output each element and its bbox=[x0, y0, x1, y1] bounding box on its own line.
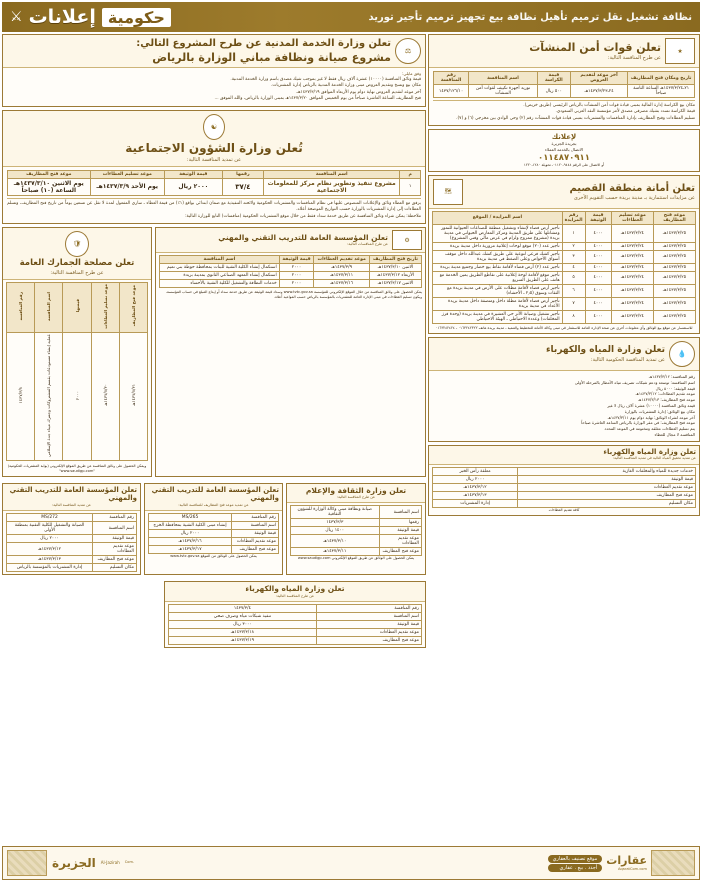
col-value: قيمتها bbox=[74, 299, 80, 313]
facility-security-table bbox=[433, 71, 695, 98]
cell: ١٤٣٧/٣/١٣هـ bbox=[7, 556, 93, 564]
item: رقم المنافسة: ١٤٣٧/٣/١٢هـ bbox=[648, 373, 695, 379]
cell: ١٤٠٠ ريال bbox=[291, 527, 380, 535]
table-row bbox=[433, 242, 696, 250]
cell: تأجير أرض فضاء لأقامة مظلة داخل ومتصفة داخل مدينة بريدة الأعداد في مدينة بريدة bbox=[433, 297, 563, 310]
cell: الاثنين ١٤٣٧/٣/١٧هـ bbox=[369, 280, 421, 288]
facility-note-1: مكان بيع الكراسة إدارة المالية بمبنى قيادة قوات أمن المنشآت بالرياض الرئيسي (طريق خريص). bbox=[523, 103, 695, 108]
civil-service-logo-icon: ⚖ bbox=[395, 38, 421, 64]
cell-name: توريد أجهزة تكييف لقوات أمن المنشآت bbox=[469, 85, 538, 98]
cell: ٨ bbox=[562, 310, 585, 323]
water-electricity-ad bbox=[428, 337, 700, 442]
cell: ٢ bbox=[562, 242, 585, 250]
facility-note-3: تسليم العطاءات وفتح المظاريف بإدارة المنافسات والمشتريات بمبنى قيادة قوات المنشآت رقم (٢) وحي الوادي بين مخرجي (٦) و (٧). bbox=[456, 115, 695, 121]
cell: تأجير عدد (٢٠) موقع لوحات إعلانية مرورية داخل مدينة بريدة bbox=[433, 242, 563, 250]
jazirah-logo[interactable]: الجزيرة bbox=[52, 856, 96, 870]
cell: ٥ bbox=[562, 271, 585, 284]
table-row bbox=[160, 264, 422, 272]
cell: تأجير كشك فرعي لتوعية على طريق كشك عبدالله داخل موقف أسواق الأحواض وعلى الضغط في مدينة بريدة bbox=[433, 250, 563, 263]
tvtc-table bbox=[159, 255, 422, 288]
water-electricity-subtitle: عن تمديد المنافسة الحكومية التالية: bbox=[590, 356, 665, 363]
social-note-1: يرفق مع العطاء وثائق والإعلانات المنصوص عليها في نظام المنافسات والمشتريات الحكومية ولائحته التنفيذية مع ضمان ابتدائي بواقع (١٪) من قيمة العطاء ـ ساري المفعول لمدة لا تقل عن تسعين يوماً من تاريخ فتح المظاريف، وتسلم العطاءات إلى إدارة المشتريات بالوزارة حسب التواريخ الموضحة أعلاه. bbox=[7, 200, 421, 213]
cell: ١٤٣٧/٣/٢٥هـ bbox=[653, 242, 695, 250]
mid-row bbox=[2, 227, 426, 480]
col-name: اسم المنافسة bbox=[46, 291, 52, 321]
table-row bbox=[433, 467, 696, 475]
page-banner bbox=[2, 2, 700, 32]
cell: ٢٠٠٠ ريال bbox=[433, 475, 518, 483]
table-row bbox=[433, 483, 696, 491]
col-number: رقمها bbox=[222, 170, 263, 178]
culture-info-table bbox=[290, 505, 422, 556]
banner-gov-label: حكومية bbox=[102, 8, 171, 27]
tvtc-extend-2-ad bbox=[144, 483, 283, 576]
cell: موعد تقديم العطاءات bbox=[93, 543, 137, 556]
cell: ١٤٣٧/٣/١٨هـ bbox=[169, 628, 317, 636]
qassim-footer: للاستفسار عن موقع بيع الوثائق وأي معلومات أخرى عن صحة الإدارة العامة للاستثمار في مبنى وكالة الأمانة للتخطيط والتنمية ـ مدينة بريدة هاتف ٠١٦٣٢٤٢٣٢٢ ـ ٠١٦٣٢٤٢٤٢٤ bbox=[435, 325, 693, 330]
item: مكان بيع الوثائق: إدارة المشتريات بالوزارة bbox=[624, 408, 695, 414]
aqarat-logo[interactable]: عقارات bbox=[606, 853, 647, 867]
cell: ١٤٣٧/٣/١٣هـ bbox=[433, 491, 518, 499]
civil-service-ad bbox=[2, 34, 426, 107]
tvtc-extend-1-title: تعلن المؤسسة العامة للتدريب التقني والمهني bbox=[9, 485, 137, 503]
item: قيمة الوثيقة: ٥٠٠٠ ريال bbox=[655, 385, 695, 391]
col-no: رقم المزايدة bbox=[562, 211, 585, 224]
water-extend2-subtitle: عن تمديد تحقيق المياه التالية في تمديد المنافسة التالية: bbox=[612, 456, 696, 461]
cell: ١٤٣٧/٣/٢٤هـ bbox=[611, 263, 653, 271]
item: قيمة وثائق المنافسة (١٠٠٠٠) عشرة آلاف ريال لا غير bbox=[607, 402, 695, 408]
table-row bbox=[160, 272, 422, 280]
cell: ١٤٣٧/٣/٢٤هـ bbox=[611, 242, 653, 250]
customs-ad bbox=[2, 227, 152, 477]
cell-deadline: ٢٤ـ١٤٣٧/٣/٢٣هـ bbox=[570, 85, 627, 98]
cell: تأجير موقع لأقامة لوحة إعلانية على تقاطع الطريق يمين الخدمة مع هاتف على الطريق السريع bbox=[433, 271, 563, 284]
cell: ٤٠٠٠ bbox=[585, 310, 611, 323]
cell: ٤٠٠٠ bbox=[585, 297, 611, 310]
water-extend-subtitle: عن طرح المنافسة التالية: bbox=[275, 593, 315, 598]
table-row bbox=[291, 506, 422, 519]
cell: ١٤٣٧/٨/٣٠هـ bbox=[102, 384, 108, 407]
right-column bbox=[428, 34, 700, 519]
customs-footer: ويمكن الحصول على وثائق المنافسة عن طريق الموقع الإلكتروني (بوابة المشتريات الحكومية) "www.saudigp.com" bbox=[7, 463, 147, 473]
cell: ١٤٣٧/٣/٢٤هـ bbox=[611, 310, 653, 323]
cell: موعد تقديم العطاءات bbox=[316, 628, 421, 636]
tvtc-extend-2-note[interactable]: يمكن الحصول على الوثائق من الموقع www.tvtc.gov.sa bbox=[170, 554, 257, 559]
cell: استكمال إنشاء المعهد الصناعي الثانوي بمدينة بريدة bbox=[160, 272, 280, 280]
table-row bbox=[433, 491, 696, 499]
ads-contact-line1: بجريدة الجزيرة bbox=[551, 141, 577, 147]
table-row bbox=[169, 620, 422, 628]
table-row bbox=[169, 604, 422, 612]
saudi-emblem-icon: ⚔ bbox=[10, 9, 23, 25]
facility-security-ad bbox=[428, 34, 700, 126]
culture-info-ad bbox=[286, 483, 426, 576]
qassim-logo-icon: 🗺 bbox=[433, 179, 463, 205]
cell: قيمة الوثيقة bbox=[232, 530, 279, 538]
cell: قيمة الوثيقة bbox=[93, 535, 137, 543]
water-extend-table bbox=[168, 604, 422, 645]
table-row bbox=[149, 514, 279, 522]
col-deadline: آخر موعد لتقديم العروض bbox=[570, 72, 627, 85]
cell: تأجير أرض فضاء لإنشاء وتشغيل منطقة للصناعات الحيوانية للنمور ومشاتلها على طريق المدينة ومركز المعارض الحيواني في مدينة بريدة (مشروع ممزوج ولزام في عرض مالي وفني المشروع) bbox=[433, 224, 563, 242]
customs-logo-icon: 🛡 bbox=[65, 231, 89, 257]
cell: ١٤٣٧/٣/٢٤هـ bbox=[611, 284, 653, 297]
cell: صيانة ونظافة مبنى وكالة الوزارة للشؤون الثقافية bbox=[291, 506, 380, 519]
cell: عملية إنشاء مستودعات بقسم المشتروكات وجمرك ميناء جدة الإسلامي bbox=[46, 333, 52, 457]
cell: موعد فتح المظاريف bbox=[518, 491, 696, 499]
ads-contact-line2: الاتصال بالخدمة العملاء bbox=[544, 147, 583, 153]
cell: قيمة الوثيقة bbox=[379, 527, 421, 535]
footer-pill-1: موقع تصنيف بالعقاري bbox=[548, 855, 603, 863]
culture-info-title: تعلن وزارة الثقافة والإعلام bbox=[305, 485, 407, 495]
social-affairs-ad bbox=[2, 110, 426, 224]
item: موعد تقديم العطاءات: ١٤٣٧/٣/١٢هـ bbox=[635, 391, 695, 397]
ads-contact-box[interactable] bbox=[428, 129, 700, 172]
tvtc-extend-2-table bbox=[148, 513, 279, 554]
tvtc-title: تعلن المؤسسة العامة للتدريب التقني والمهني bbox=[218, 232, 388, 242]
civil-condition-3: آخر موعد لتقديم العروض نهاية دوام يوم الأربعاء الموافق ١٤٣٧/٣/١٩هـ. bbox=[295, 89, 421, 95]
water-extend-title: تعلن وزارة المياه والكهرباء bbox=[245, 584, 345, 594]
cell: رقم المنافسة bbox=[316, 604, 421, 612]
cell: موعد تقديم العطاءات bbox=[379, 535, 421, 548]
footer-image-right bbox=[7, 850, 47, 876]
col-open: موعد فتح المظاريف bbox=[8, 170, 91, 178]
col-deliver: موعد تسليم العطاءات bbox=[90, 170, 164, 178]
cell: MS/265 bbox=[149, 514, 232, 522]
table-row bbox=[433, 475, 696, 483]
table-row bbox=[8, 178, 421, 195]
table-row bbox=[149, 538, 279, 546]
table-row bbox=[169, 636, 422, 644]
cell: ١٤٣٧/٣/٢٤هـ bbox=[611, 224, 653, 242]
cell: ٧ bbox=[562, 297, 585, 310]
table-row bbox=[7, 514, 137, 522]
cell: ١٤٣٧/٣/٤ bbox=[169, 604, 317, 612]
cell-open-date: ٢١ـ١٤٣٧/٣/٢٤هـ الساعة الثامنة صباحاً bbox=[628, 85, 695, 98]
cell: رقمها bbox=[379, 519, 421, 527]
tvtc-logo-icon: ⚙ bbox=[392, 230, 422, 250]
cell: مكان التسليم bbox=[93, 564, 137, 572]
col-value: قيمة الوثيقة bbox=[585, 211, 611, 224]
facility-security-logo-icon: ★ bbox=[665, 38, 695, 64]
cell: ٤٠٠٠ bbox=[585, 263, 611, 271]
col-number: رقم المنافسة bbox=[18, 291, 24, 321]
cell: خدمات جديدة للمياه والمخلفات الغازية bbox=[518, 467, 696, 475]
col-deliver: موعد تسليم العطاءات bbox=[611, 211, 653, 224]
cell: ٦ bbox=[562, 284, 585, 297]
item: المنافسة لا مجال للعطاء bbox=[654, 431, 695, 437]
tvtc-subtitle: عن طرح المنافسات التالية: bbox=[347, 242, 388, 247]
col-open-date: تاريخ ومكان فتح المظاريف bbox=[628, 72, 695, 85]
cell: ١ bbox=[562, 224, 585, 242]
col-name: اسم المنافسة bbox=[469, 72, 538, 85]
cell: اسم المنافسة bbox=[232, 522, 279, 530]
table-row bbox=[433, 284, 696, 297]
table-row bbox=[433, 250, 696, 263]
item: يتم تسليم العطاءات مغلقة ومختومة في الموعد المحدد bbox=[604, 426, 695, 432]
tvtc-extend-1-subtitle: عن تمديد المنافسة التالية: bbox=[52, 503, 91, 508]
footer-image-left bbox=[651, 850, 695, 876]
cell: ١٤٣٧/٣/١١هـ bbox=[314, 272, 370, 280]
civil-service-title: تعلن وزارة الخدمة المدنية عن طرح المشروع التالي: bbox=[136, 38, 391, 49]
cell: إنشاء مبنى الكلية التقنية بمحافظة الخرج bbox=[149, 522, 232, 530]
cell: الاثنين ١٤٣٧/٣/١٠هـ bbox=[369, 264, 421, 272]
cell: اسم المنافسة bbox=[379, 506, 421, 519]
cell: موعد فتح المظاريف bbox=[93, 556, 137, 564]
cell: معلقة رأس الخبر bbox=[433, 467, 518, 475]
table-row bbox=[433, 297, 696, 310]
tvtc-extend-1-ad bbox=[2, 483, 141, 576]
cell: ٤٠٠٠ bbox=[585, 250, 611, 263]
cell: يوم الأحد ١٤٣٧/٣/٩هـ bbox=[90, 178, 164, 195]
cell: موعد تقديم العطاءات bbox=[232, 538, 279, 546]
civil-condition-2: مكان بيع ونسخ وتقديم العروض مبنى وزارة الخدمة المدنية بالرياض إدارة المشتريات. bbox=[270, 83, 421, 89]
water-electricity-title: تعلن وزارة المياه والكهرباء bbox=[545, 345, 665, 356]
table-row bbox=[149, 522, 279, 530]
cell: قيمة الوثيقة bbox=[518, 475, 696, 483]
cell: ٢٠٠٠ ريال bbox=[149, 530, 232, 538]
col-bid-name: اسم المزايدة / الموقع bbox=[433, 211, 563, 224]
social-note-2: ملاحظة: يمكن شراء وثائق المنافسة عن طريق خدمة سداد فقط من خلال موقع المشتريات الحكومية (منافسات) التابع للوزارة التالية: bbox=[185, 213, 421, 219]
cell: ١٤٣٧/٣/٢٥هـ bbox=[653, 271, 695, 284]
table-row bbox=[7, 535, 137, 543]
ads-contact-extra: أو الاتصال على الرقم ٩٤٤٤ـ٠١١٢٠ـ تحويلة ١٢٨٠ـ١٢٢٠ bbox=[523, 162, 605, 167]
cell: ١٤٣٧/٣/٢٥هـ bbox=[653, 297, 695, 310]
cell: مشروع تنفيذ وتطوير نظام مركز للمعلومات الاجتماعية bbox=[264, 178, 400, 195]
cell: خدمات النظافة والتشغيل للكلية التقنية بالأحساء bbox=[160, 280, 280, 288]
col-name: اسم المنافسة bbox=[160, 256, 280, 264]
qassim-subtitle: عن مزايدات استثمارية بـ مدينة بريدة حسب التقويم الأخرى bbox=[573, 195, 695, 202]
cell: موعد فتح المظاريف bbox=[232, 546, 279, 554]
cell-number: ١٤٣٧/١٢٦/١٠ bbox=[434, 85, 469, 98]
table-row bbox=[291, 535, 422, 548]
table-row bbox=[7, 522, 137, 535]
table-row bbox=[149, 546, 279, 554]
table-row bbox=[434, 85, 695, 98]
col-doc-value: قيمة الكراسة bbox=[537, 72, 570, 85]
cell: موعد فتح المظاريف bbox=[316, 636, 421, 644]
water-extend2-title: تعلن وزارة المياه والكهرباء bbox=[603, 447, 696, 456]
tvtc-ad bbox=[155, 227, 426, 477]
cell: ١٤٣٧/٣/٢٤هـ bbox=[611, 250, 653, 263]
cell: يوم الاثنين ١٤٣٧/٣/١٠هـ الساعة (١٠) صباحاً bbox=[8, 178, 91, 195]
civil-conditions-label: وفق مايلي: bbox=[402, 71, 421, 77]
culture-info-subtitle: عن طرح المنافسة التالية: bbox=[336, 495, 376, 499]
small-cards-row bbox=[2, 483, 426, 579]
table-row bbox=[169, 628, 422, 636]
tvtc-extend-2-title: تعلن المؤسسة العامة للتدريب التقني والمهني bbox=[151, 485, 279, 503]
table-row bbox=[7, 564, 137, 572]
cell: الأربعاء ١٤٣٧/٣/١٢هـ bbox=[369, 272, 421, 280]
banner-left-ad: نظافة تشغيل نقل ترميم تأهيل نظافة بيع تجهيز ترميم تأجير توريد bbox=[368, 11, 692, 23]
facility-security-subtitle: عن طرح المنافسة التالية: bbox=[607, 54, 661, 61]
cell: مكان التسليم bbox=[518, 499, 696, 507]
cell: إدارة المشتريات بالمؤسسة بالرياض bbox=[7, 564, 93, 572]
cell: ١٤٣٧/٣/٢٤هـ bbox=[611, 297, 653, 310]
footer-ads bbox=[2, 846, 700, 880]
cell: ٤٠٠٠ bbox=[585, 224, 611, 242]
cell: تنفيذ شبكات مياه وصرف صحي bbox=[169, 612, 317, 620]
cell: ١٤٣٧/٣/١٠هـ bbox=[291, 535, 380, 548]
water-extend2-ad bbox=[428, 445, 700, 516]
cell: ١٤٣٧/٣/٢٥هـ bbox=[653, 224, 695, 242]
table-row bbox=[149, 530, 279, 538]
footer-pill-2: أجدد . بيع . عقاري bbox=[548, 864, 603, 872]
table-row bbox=[291, 548, 422, 556]
tvtc-extend-1-table bbox=[6, 513, 137, 572]
culture-info-note[interactable]: يمكن الحصول على الوثائق عن طريق الموقع الإلكتروني www.saudigp.com bbox=[297, 556, 415, 561]
civil-condition-4: فتح المظاريف الساعة العاشرة صباحاً من يوم الخميس الموافق ١٤٣٧/٣/٢٠هـ بمبنى الوزارة بالرياض، والله الموفق ... bbox=[214, 96, 421, 102]
aqarat-url[interactable]: AqaratCom.com bbox=[618, 866, 647, 871]
water-electricity-logo-icon: 💧 bbox=[669, 341, 695, 367]
cell: ٢٠٠٠ bbox=[279, 272, 314, 280]
table-row bbox=[433, 224, 696, 242]
cell: ١٤٣٧/٣/١٩هـ bbox=[169, 636, 317, 644]
cell: ١٤٣٧/٨/٣١هـ bbox=[130, 384, 136, 407]
table-row bbox=[291, 519, 422, 527]
cell: ١٤٣٧/٣/٢٥هـ bbox=[653, 250, 695, 263]
water-extend-ad bbox=[164, 581, 426, 647]
table-row bbox=[160, 280, 422, 288]
col-index: م bbox=[400, 170, 421, 178]
cell: رقم المنافسة bbox=[232, 514, 279, 522]
item: اسم المنافسة: توسعة ودعم شبكات تصريف مياه الأمطار بالمرحلة الأولى bbox=[574, 379, 695, 385]
cell: تأجير أرض فضاء لأقامة مظلات على الأرض في مدينة بريدة مع الثقات وسوق (٢٫٥ ـ الأحشاء) bbox=[433, 284, 563, 297]
customs-subtitle: عن طرح المنافسة التالية: bbox=[50, 269, 104, 276]
tvtc-extend-2-subtitle: عن تمديد موعد فتح المظاريف للمنافسة التالية: bbox=[178, 503, 249, 508]
cell: الصيانة والتشغيل للكلية التقنية بمنطقة الأولى bbox=[7, 522, 93, 535]
facility-security-title: تعلن قوات أمن المنشآت bbox=[529, 41, 661, 55]
social-affairs-table bbox=[7, 170, 421, 196]
cell: موعد فتح المظاريف bbox=[379, 548, 421, 556]
cell: قيمة الوثيقة bbox=[316, 620, 421, 628]
water-extend2-table bbox=[432, 467, 696, 508]
qassim-table bbox=[432, 211, 696, 324]
cell: اسم المنافسة bbox=[93, 522, 137, 535]
cell: ٣٠٠٠ ريال bbox=[169, 620, 317, 628]
cell: ٣ bbox=[562, 250, 585, 263]
cell: ٢٠٠٠ bbox=[279, 280, 314, 288]
table-row bbox=[433, 499, 696, 507]
cell: ٤٠٠٠ bbox=[585, 271, 611, 284]
cell: ١٤٣٧/٣/٢٥هـ bbox=[653, 263, 695, 271]
ads-contact-title: لإعلانك bbox=[551, 133, 577, 142]
cell: تأجير عدد (٢) أرض فضاء لأقامة نقاط بيع خضار وجميع مدينة بريدة bbox=[433, 263, 563, 271]
cell: MS/272 bbox=[7, 514, 93, 522]
cell: ١٤٣٧/٣/١٢هـ bbox=[7, 543, 93, 556]
table-row bbox=[433, 310, 696, 323]
cell: ٣٧/٤ bbox=[222, 178, 263, 195]
qassim-ad bbox=[428, 175, 700, 334]
cell: ٢٠٠٠ ريال bbox=[7, 535, 93, 543]
social-affairs-subtitle: عن تمديد المنافسة التالية: bbox=[186, 156, 242, 163]
col-deliver: موعد تسليم العطاءات bbox=[102, 283, 108, 329]
cell: ٤٠٠٠ bbox=[585, 242, 611, 250]
col-deliver: موعد تقديم العطاءات bbox=[314, 256, 370, 264]
table-row bbox=[7, 543, 137, 556]
cell: ٢٠٠٠ ريال bbox=[164, 178, 222, 195]
jazirah-brand-latin: Al-Jazirah bbox=[100, 860, 120, 866]
cell: ١٤٣٧/٣/٩هـ bbox=[314, 264, 370, 272]
civil-condition-1: قيمة وثائق المنافسة (١٠٠٠٠) عشرة آلاف ريال فقط لا غير بموجب شيك مصدق باسم وزارة الخدمة المدنية. bbox=[230, 77, 421, 83]
col-open: موعد فتح المظاريف bbox=[130, 285, 136, 327]
cell: ١ bbox=[400, 178, 421, 195]
ads-contact-phone[interactable]: ٠١١٤٨٧٠٩١١ bbox=[538, 152, 590, 163]
cell: ١٤٣٧/٣/٢٤هـ bbox=[611, 271, 653, 284]
cell: ٤ bbox=[562, 263, 585, 271]
item: موعد فتح المظاريف: في مقر الوزارة بالرياض الساعة العاشرة صباحاً bbox=[581, 420, 695, 426]
water-electricity-items bbox=[429, 371, 699, 441]
facility-note-2: قيمة الكراسة تسدد بشيك مصرفي مصدق لأمر مؤسسة النقد العربي السعودي. bbox=[555, 109, 695, 115]
cell: ١٤٣٧/٣/١٦هـ bbox=[149, 538, 232, 546]
social-affairs-logo-icon: ☯ bbox=[203, 114, 225, 140]
customs-table bbox=[6, 282, 148, 461]
cell: ٢٠٠٠ bbox=[74, 390, 80, 400]
cell: ٢٠٠٠ bbox=[279, 264, 314, 272]
cell: ١٤٣٧/٣/٣ bbox=[291, 519, 380, 527]
col-value: قيمة الوثيقة bbox=[279, 256, 314, 264]
col-name: اسم المنافسة bbox=[264, 170, 400, 178]
customs-title: تعلن مصلحة الجمارك العامة bbox=[19, 258, 135, 269]
cell: ١٤٣٧/٣/٢٥هـ bbox=[653, 284, 695, 297]
left-column bbox=[2, 34, 426, 651]
table-row bbox=[291, 527, 422, 535]
cell: استكمال إنشاء الكلية التقنية للبنات بمحافظة حوطة بني تميم bbox=[160, 264, 280, 272]
social-affairs-title: تُعلن وزارة الشؤون الاجتماعية bbox=[125, 140, 303, 155]
cell: ١٤٣٧/٣/٢٥هـ bbox=[653, 310, 695, 323]
water-extend2-note: كافة تقديم العطاءات bbox=[548, 507, 580, 512]
col-number: رقم المنافسة bbox=[434, 72, 469, 85]
table-row bbox=[7, 556, 137, 564]
cell: ١٤٣٧/٣/١٢هـ bbox=[433, 483, 518, 491]
table-row bbox=[433, 271, 696, 284]
cell-doc-value: ٥٠٠ ريال bbox=[537, 85, 570, 98]
banner-title: إعلانات bbox=[28, 6, 96, 28]
item: موعد فتح المظاريف: ١٤٣٧/٣/١٣هـ bbox=[638, 397, 695, 403]
qassim-title: تعلن أمانة منطقة القصيم bbox=[569, 182, 695, 194]
cell: ١٤٣٧/٣/١١هـ bbox=[291, 548, 380, 556]
cell: إدارة المشتريات bbox=[433, 499, 518, 507]
cell: رقم المنافسة bbox=[93, 514, 137, 522]
cell: ٤٠٠٠ bbox=[585, 284, 611, 297]
cell: تأجير تشغيل وصيانة الأثر حي العشيرة في مدينة بريدة (وحدة فرز المخلفات) وعددة الاحتياطي ـ الهيئة الاحتياطي bbox=[433, 310, 563, 323]
cell: ١٤٣٧/٣/١٦هـ bbox=[314, 280, 370, 288]
table-row bbox=[7, 332, 148, 460]
cell: اسم المنافسة bbox=[316, 612, 421, 620]
col-doc-value: قيمة الوثيقة bbox=[164, 170, 222, 178]
tvtc-note: يمكن الحصول على وثائق المنافسة من خلال الموقع الإلكتروني للمؤسسة www.tvtc.gov.sa وسداد قيمة الوثيقة عن طريق خدمة سداد أو إيداع المبلغ في حساب المؤسسة، ويكون تسليم العطاءات في مبنى الإدارة العامة للمشتريات بالمؤسسة بالرياض حسب المواعيد أعلاه. bbox=[165, 290, 422, 300]
cell: ١٤٣٧/٣/٨ bbox=[18, 386, 24, 404]
table-row bbox=[433, 263, 696, 271]
item: آخر موعد لشراء الوثائق: نهاية دوام يوم ١٤٣٧/٣/١١هـ bbox=[607, 414, 695, 420]
jazirah-brand-dot: .Com bbox=[124, 860, 135, 865]
cell: موعد تقديم العطاءات bbox=[518, 483, 696, 491]
col-open: موعد فتح المظاريف bbox=[653, 211, 695, 224]
civil-service-subtitle: مشروع صيانة ونظافة مباني الوزارة بالرياض bbox=[152, 50, 391, 64]
col-open: تاريخ فتح المظاريف bbox=[369, 256, 421, 264]
cell: ١٤٣٧/٣/١٧هـ bbox=[149, 546, 232, 554]
table-row bbox=[169, 612, 422, 620]
